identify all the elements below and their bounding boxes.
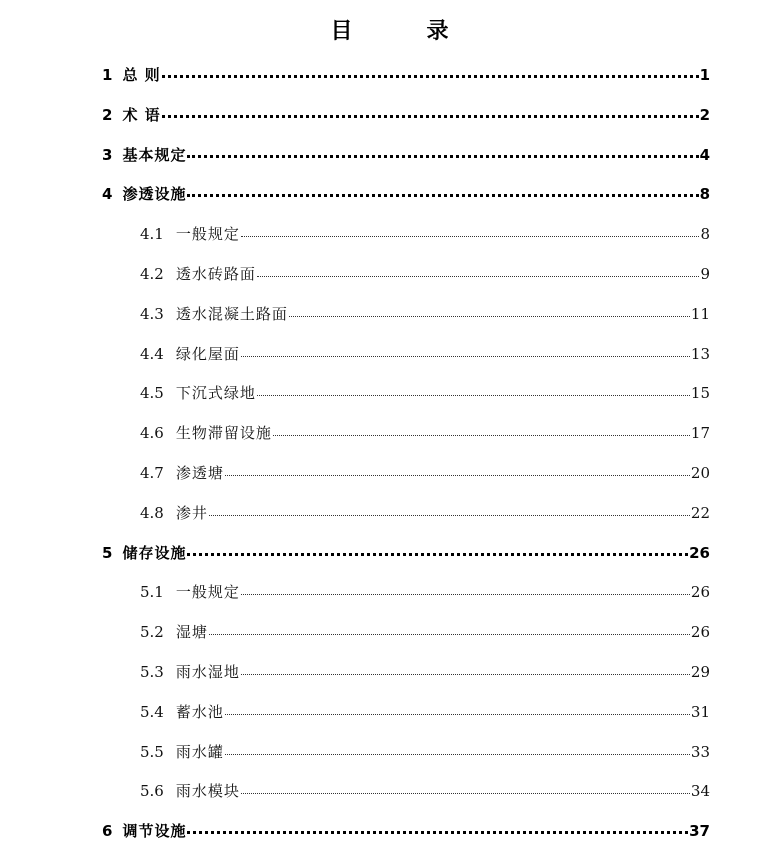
entry-page-number: 37 xyxy=(689,822,710,840)
toc-section-entry[interactable] xyxy=(140,581,710,602)
dot-leader xyxy=(209,634,690,635)
entry-page-number: 17 xyxy=(690,424,710,442)
toc-section-entry[interactable] xyxy=(140,263,710,284)
dot-leader xyxy=(241,594,690,595)
page-title: 目 录 xyxy=(330,18,475,44)
entry-title: 透水混凝土路面 xyxy=(175,305,288,323)
dot-leader xyxy=(187,155,698,158)
entry-title: 一般规定 xyxy=(175,225,240,243)
toc-chapter-entry[interactable] xyxy=(102,104,710,125)
entry-number: 4.4 xyxy=(140,345,164,363)
dot-leader xyxy=(187,553,688,556)
dot-leader xyxy=(257,395,690,396)
entry-title: 雨水湿地 xyxy=(175,663,240,681)
entry-number: 5.5 xyxy=(140,743,164,761)
entry-title: 湿塘 xyxy=(175,623,208,641)
entry-page-number: 22 xyxy=(690,504,710,522)
entry-number: 2 xyxy=(102,106,113,124)
entry-number: 5.1 xyxy=(140,583,164,601)
entry-page-number: 20 xyxy=(690,464,710,482)
entry-number: 4.8 xyxy=(140,504,164,522)
entry-page-number: 34 xyxy=(690,782,710,800)
toc-section-entry[interactable] xyxy=(140,343,710,364)
dot-leader xyxy=(187,831,688,834)
entry-number: 5.2 xyxy=(140,623,164,641)
dot-leader xyxy=(257,276,700,277)
entry-title: 雨水罐 xyxy=(175,743,224,761)
dot-leader xyxy=(187,194,698,197)
entry-title: 渗井 xyxy=(175,504,208,522)
entry-title: 雨水模块 xyxy=(175,782,240,800)
entry-page-number: 15 xyxy=(690,384,710,402)
toc-section-entry[interactable] xyxy=(140,502,710,523)
entry-page-number: 4 xyxy=(699,146,710,164)
toc-section-entry[interactable] xyxy=(140,422,710,443)
entry-title: 透水砖路面 xyxy=(175,265,256,283)
toc-chapter-entry[interactable] xyxy=(102,183,710,204)
entry-number: 5 xyxy=(102,544,113,562)
toc-section-entry[interactable] xyxy=(140,661,710,682)
entry-title: 储存设施 xyxy=(122,544,187,562)
toc-chapter-entry[interactable] xyxy=(102,144,710,165)
entry-number: 6 xyxy=(102,822,113,840)
entry-page-number: 13 xyxy=(690,345,710,363)
dot-leader xyxy=(241,793,690,794)
entry-page-number: 26 xyxy=(689,544,710,562)
dot-leader xyxy=(162,75,699,78)
dot-leader xyxy=(241,356,690,357)
toc-chapter-entry[interactable] xyxy=(102,64,710,85)
entry-title: 基本规定 xyxy=(122,146,187,164)
toc-section-entry[interactable] xyxy=(140,223,710,244)
toc-section-entry[interactable] xyxy=(140,741,710,762)
entry-title: 生物滞留设施 xyxy=(175,424,272,442)
dot-leader xyxy=(162,115,699,118)
entry-title: 总 则 xyxy=(122,66,161,84)
entry-page-number: 33 xyxy=(690,743,710,761)
entry-title: 调节设施 xyxy=(122,822,187,840)
entry-page-number: 9 xyxy=(700,265,710,283)
dot-leader xyxy=(241,236,700,237)
toc-section-entry[interactable] xyxy=(140,701,710,722)
entry-number: 4.2 xyxy=(140,265,164,283)
toc-section-entry[interactable] xyxy=(140,303,710,324)
entry-number: 5.4 xyxy=(140,703,164,721)
entry-page-number: 8 xyxy=(700,225,710,243)
entry-title: 术 语 xyxy=(122,106,161,124)
dot-leader xyxy=(289,316,690,317)
dot-leader xyxy=(225,714,690,715)
toc-chapter-entry[interactable] xyxy=(102,820,710,841)
toc-section-entry[interactable] xyxy=(140,621,710,642)
dot-leader xyxy=(209,515,690,516)
entry-number: 1 xyxy=(102,66,113,84)
entry-number: 4.5 xyxy=(140,384,164,402)
dot-leader xyxy=(241,674,690,675)
entry-title: 渗透设施 xyxy=(122,185,187,203)
entry-number: 4.1 xyxy=(140,225,164,243)
entry-number: 4.7 xyxy=(140,464,164,482)
toc-section-entry[interactable] xyxy=(140,382,710,403)
entry-page-number: 2 xyxy=(699,106,710,124)
dot-leader xyxy=(273,435,690,436)
entry-title: 蓄水池 xyxy=(175,703,224,721)
entry-number: 4 xyxy=(102,185,113,203)
dot-leader xyxy=(225,475,690,476)
entry-number: 5.6 xyxy=(140,782,164,800)
entry-page-number: 1 xyxy=(699,66,710,84)
toc-chapter-entry[interactable] xyxy=(102,542,710,563)
dot-leader xyxy=(225,754,690,755)
entry-page-number: 8 xyxy=(699,185,710,203)
entry-number: 4.3 xyxy=(140,305,164,323)
entry-number: 3 xyxy=(102,146,113,164)
toc-section-entry[interactable] xyxy=(140,780,710,801)
entry-title: 一般规定 xyxy=(175,583,240,601)
entry-page-number: 26 xyxy=(690,623,710,641)
entry-number: 5.3 xyxy=(140,663,164,681)
entry-title: 下沉式绿地 xyxy=(175,384,256,402)
entry-title: 渗透塘 xyxy=(175,464,224,482)
entry-page-number: 29 xyxy=(690,663,710,681)
entry-page-number: 31 xyxy=(690,703,710,721)
entry-page-number: 26 xyxy=(690,583,710,601)
entry-page-number: 11 xyxy=(690,305,710,323)
entry-title: 绿化屋面 xyxy=(175,345,240,363)
entry-number: 4.6 xyxy=(140,424,164,442)
toc-section-entry[interactable] xyxy=(140,462,710,483)
